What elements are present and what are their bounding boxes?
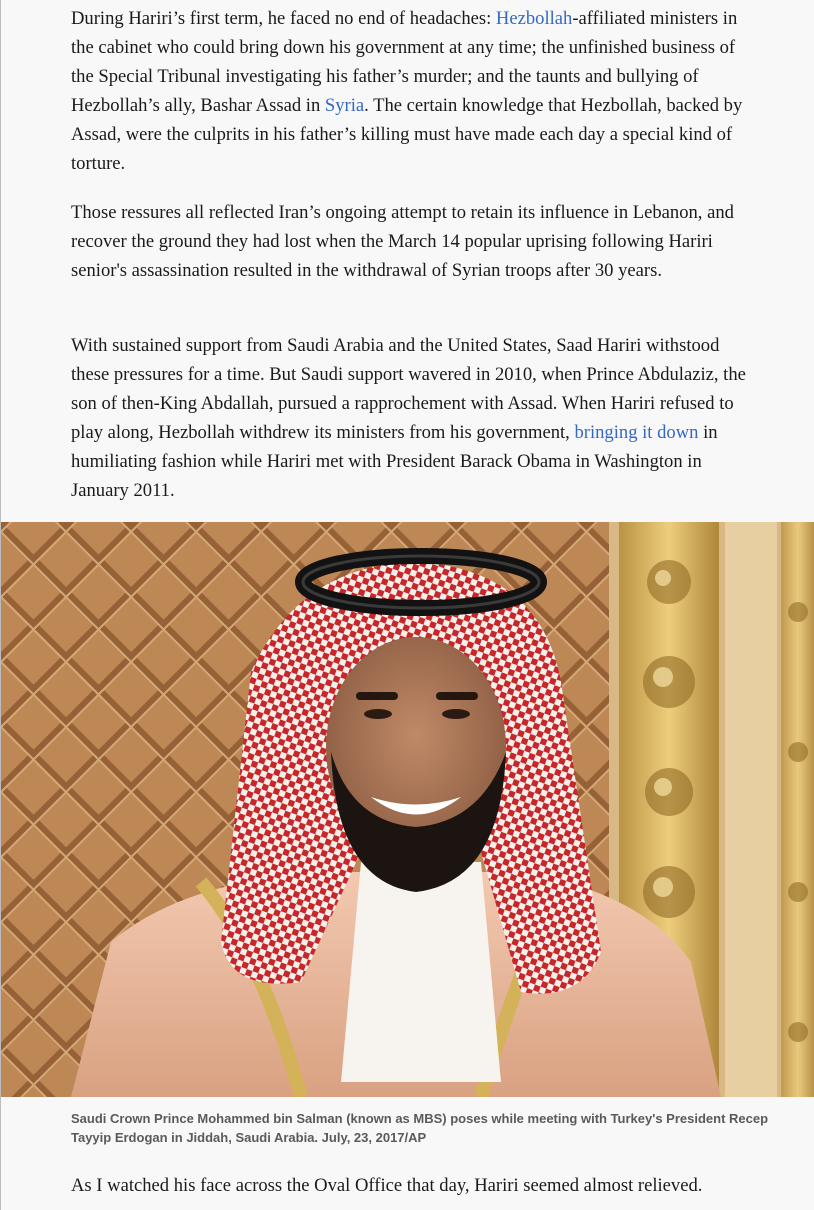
paragraph-hariri-first-term bbox=[71, 4, 761, 178]
p1-text-2: -affiliated ministers in the cabinet who could bring down his government at any time; the unfinished business of the Special Tribunal investigating his father’s murder; and the taunts and bullying of Hezbollah’s ally, Bashar Assad in bbox=[71, 8, 738, 116]
paragraph-oval-office: As I watched his face across the Oval Office that day, Hariri seemed almost relieved. bbox=[71, 1175, 703, 1196]
p3-text-1: With sustained support from Saudi Arabia and the United States, Saad Hariri withstood these pressures for a time. But Saudi support wavered in 2010, when Prince Abdulaziz, the son of then-King Abdallah, pursued a rapprochement with Assad. When Hariri refused to play along, Hezbollah withdrew its ministers from his government, bbox=[71, 335, 746, 443]
caption-and-continuation bbox=[0, 1097, 814, 1210]
paragraph-saudi-support bbox=[71, 331, 761, 505]
mbs-photo-illustration bbox=[1, 522, 814, 1097]
syria-link[interactable]: Syria bbox=[324, 95, 365, 116]
article-body bbox=[0, 0, 814, 522]
paragraph-iran-pressures: Those ressures all reflected Iran’s ongoing attempt to retain its influence in Lebanon, and recover the ground they had lost when the March 14 popular uprising following Hariri senior's assassination resulted in the withdrawal of Syrian troops after 30 years. bbox=[71, 202, 734, 281]
hezbollah-link[interactable]: Hezbollah bbox=[495, 8, 573, 29]
p1-text-1: During Hariri’s first term, he faced no end of headaches: bbox=[71, 8, 496, 29]
p1-text-3: . The certain knowledge that Hezbollah, backed by Assad, were the culprits in his father’s killing must have made each day a special kind of torture. bbox=[71, 95, 743, 174]
bringing-it-down-link[interactable]: bringing it down bbox=[574, 422, 699, 443]
article-photo bbox=[0, 522, 814, 1097]
p3-text-2: in humiliating fashion while Hariri met with President Barack Obama in Washington in January 2011. bbox=[71, 422, 718, 501]
photo-caption: Saudi Crown Prince Mohammed bin Salman (known as MBS) poses while meeting with Turkey's President Recep Tayyip Erdogan in Jiddah, Saudi Arabia. July, 23, 2017/AP bbox=[71, 1111, 769, 1145]
